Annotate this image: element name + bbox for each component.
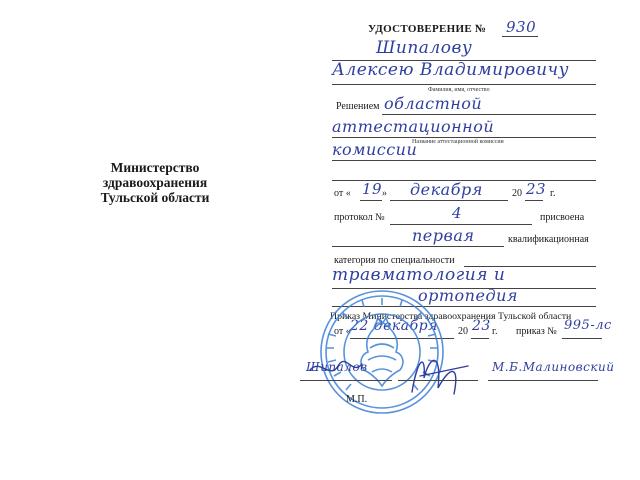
date-year-line: [525, 200, 543, 201]
certificate-title-label: УДОСТОВЕРЕНИЕ №: [368, 23, 487, 35]
category-label-right: квалификационная: [508, 234, 589, 245]
specialty-line2: ортопедия: [418, 286, 518, 305]
right-signature-line: [488, 380, 598, 381]
center-signature-line: [398, 380, 478, 381]
certificate-title: [368, 23, 486, 35]
decision-line1: областной: [384, 94, 483, 113]
right-signature-name: М.Б.Малиновский: [492, 360, 615, 374]
specialty-label: категория по специальности: [334, 255, 455, 266]
date-day: 19: [362, 180, 383, 198]
order-issuer: Приказ Министерства здравоохранения Тульской области: [330, 311, 572, 322]
order-year: 23: [472, 318, 491, 334]
decision-label: Решением: [336, 101, 380, 112]
date-month-line: [390, 200, 508, 201]
specialty-line1: травматология и: [332, 265, 506, 285]
order-number-line: [562, 338, 602, 339]
person-caption: Фамилия, имя, отчество: [428, 87, 490, 93]
decision-line1-rule: [382, 114, 596, 115]
order-year-prefix: 20: [458, 326, 468, 337]
decision-line3-rule: [332, 160, 596, 161]
date-quote-close: »: [382, 188, 387, 199]
date-year-prefix: 20: [512, 188, 522, 199]
order-suffix: г.: [492, 326, 498, 337]
ministry-name: Министерство здравоохранения Тульской области: [100, 160, 210, 205]
date-suffix: г.: [550, 188, 556, 199]
protocol-number: 4: [452, 204, 463, 222]
date-prefix: от «: [334, 188, 351, 199]
protocol-label: протокол №: [334, 212, 385, 223]
decision-line3: комиссии: [332, 140, 418, 159]
seal-label: М.П.: [346, 394, 368, 405]
certificate-number: 930: [506, 18, 537, 36]
date-day-line: [360, 200, 382, 201]
decision-line2: аттестационной: [332, 117, 495, 136]
order-year-line: [471, 338, 489, 339]
order-prefix: от «: [334, 326, 351, 337]
protocol-line: [390, 224, 532, 225]
order-number-label: приказ №: [516, 326, 557, 337]
signatures: [300, 348, 600, 408]
category-line: [332, 246, 504, 247]
decision-line2-rule: [332, 137, 596, 138]
left-signature-name: Шипалов: [306, 360, 368, 374]
left-signature-line: [300, 380, 392, 381]
decision-caption: Название аттестационной комиссии: [412, 139, 504, 145]
person-surname: Шипалову: [376, 38, 473, 58]
date-year: 23: [526, 180, 547, 198]
name-line: [332, 84, 596, 85]
protocol-awarded: присвоена: [540, 212, 585, 223]
date-month: декабря: [410, 180, 483, 199]
person-name: Алексею Владимировичу: [332, 60, 569, 80]
order-number: 995-лс: [564, 318, 612, 333]
center-signature-stroke: [412, 360, 468, 394]
certificate-number-line: [502, 36, 538, 37]
order-day-month: 22 декабря: [350, 318, 438, 334]
category-value: первая: [412, 226, 475, 245]
